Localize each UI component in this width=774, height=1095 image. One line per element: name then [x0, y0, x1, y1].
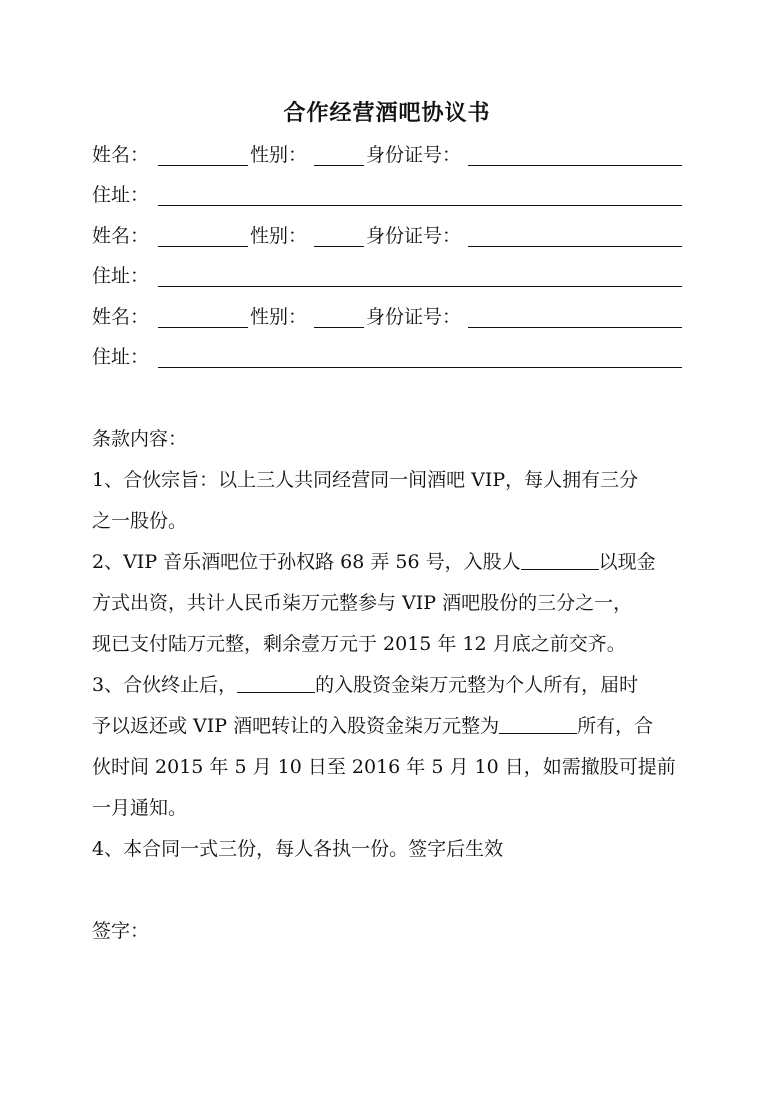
party-2-row	[92, 218, 682, 254]
clause-3-text-a: 3、合伙终止后，	[92, 674, 238, 696]
gender-label: 性别：	[250, 225, 308, 247]
investor-blank[interactable]	[521, 551, 599, 570]
owner-blank[interactable]	[237, 674, 315, 693]
id-label: 身份证号：	[366, 306, 462, 328]
party-2-address-row	[92, 258, 682, 294]
name-blank[interactable]	[158, 327, 248, 328]
address-blank[interactable]	[158, 286, 682, 287]
clause-3-text-b: 的入股资金柒万元整为个人所有，届时	[315, 674, 639, 696]
clause-3-text-c: 予以返还或 VIP 酒吧转让的入股资金柒万元整为	[92, 715, 500, 737]
clause-3-line-4: 一月通知。	[92, 797, 188, 819]
clause-3-line-1	[92, 665, 684, 705]
name-label: 姓名：	[92, 306, 150, 328]
transferee-blank[interactable]	[499, 715, 577, 734]
id-blank[interactable]	[468, 246, 682, 247]
address-label: 住址：	[92, 265, 150, 287]
clause-3-line-3: 伙时间 2015 年 5 月 10 日至 2016 年 5 月 10 日，如需撤股可提前	[92, 756, 676, 778]
address-blank[interactable]	[158, 367, 682, 368]
name-blank[interactable]	[158, 165, 248, 166]
clauses-heading: 条款内容：	[92, 428, 188, 450]
clause-2-text-b: 以现金	[598, 551, 656, 573]
gender-label: 性别：	[250, 306, 308, 328]
name-label: 姓名：	[92, 144, 150, 166]
clause-2-line-3: 现已支付陆万元整，剩余壹万元于 2015 年 12 月底之前交齐。	[92, 633, 626, 655]
clause-3-line-2	[92, 706, 684, 746]
document-title: 合作经营酒吧协议书	[283, 100, 491, 126]
signature-label: 签字：	[92, 920, 150, 942]
gender-label: 性别：	[250, 144, 308, 166]
clause-1-line-2: 之一股份。	[92, 510, 188, 532]
clause-2-line-1	[92, 542, 684, 582]
party-3-address-row	[92, 339, 682, 375]
party-1-row	[92, 137, 682, 173]
address-label: 住址：	[92, 184, 150, 206]
id-blank[interactable]	[468, 165, 682, 166]
party-1-address-row	[92, 177, 682, 213]
id-blank[interactable]	[468, 327, 682, 328]
clause-1-line-1: 1、合伙宗旨：以上三人共同经营同一间酒吧 VIP，每人拥有三分	[92, 469, 639, 491]
party-3-row	[92, 299, 682, 335]
address-label: 住址：	[92, 346, 150, 368]
id-label: 身份证号：	[366, 225, 462, 247]
gender-blank[interactable]	[314, 165, 364, 166]
name-label: 姓名：	[92, 225, 150, 247]
clause-3-text-d: 所有，合	[577, 715, 654, 737]
clause-2-text-a: 2、VIP 音乐酒吧位于孙权路 68 弄 56 号，入股人	[92, 551, 521, 573]
clause-2-line-2: 方式出资，共计人民币柒万元整参与 VIP 酒吧股份的三分之一，	[92, 592, 633, 614]
name-blank[interactable]	[158, 246, 248, 247]
id-label: 身份证号：	[366, 144, 462, 166]
gender-blank[interactable]	[314, 327, 364, 328]
address-blank[interactable]	[158, 205, 682, 206]
clause-4: 4、本合同一式三份，每人各执一份。签字后生效	[92, 838, 504, 860]
gender-blank[interactable]	[314, 246, 364, 247]
